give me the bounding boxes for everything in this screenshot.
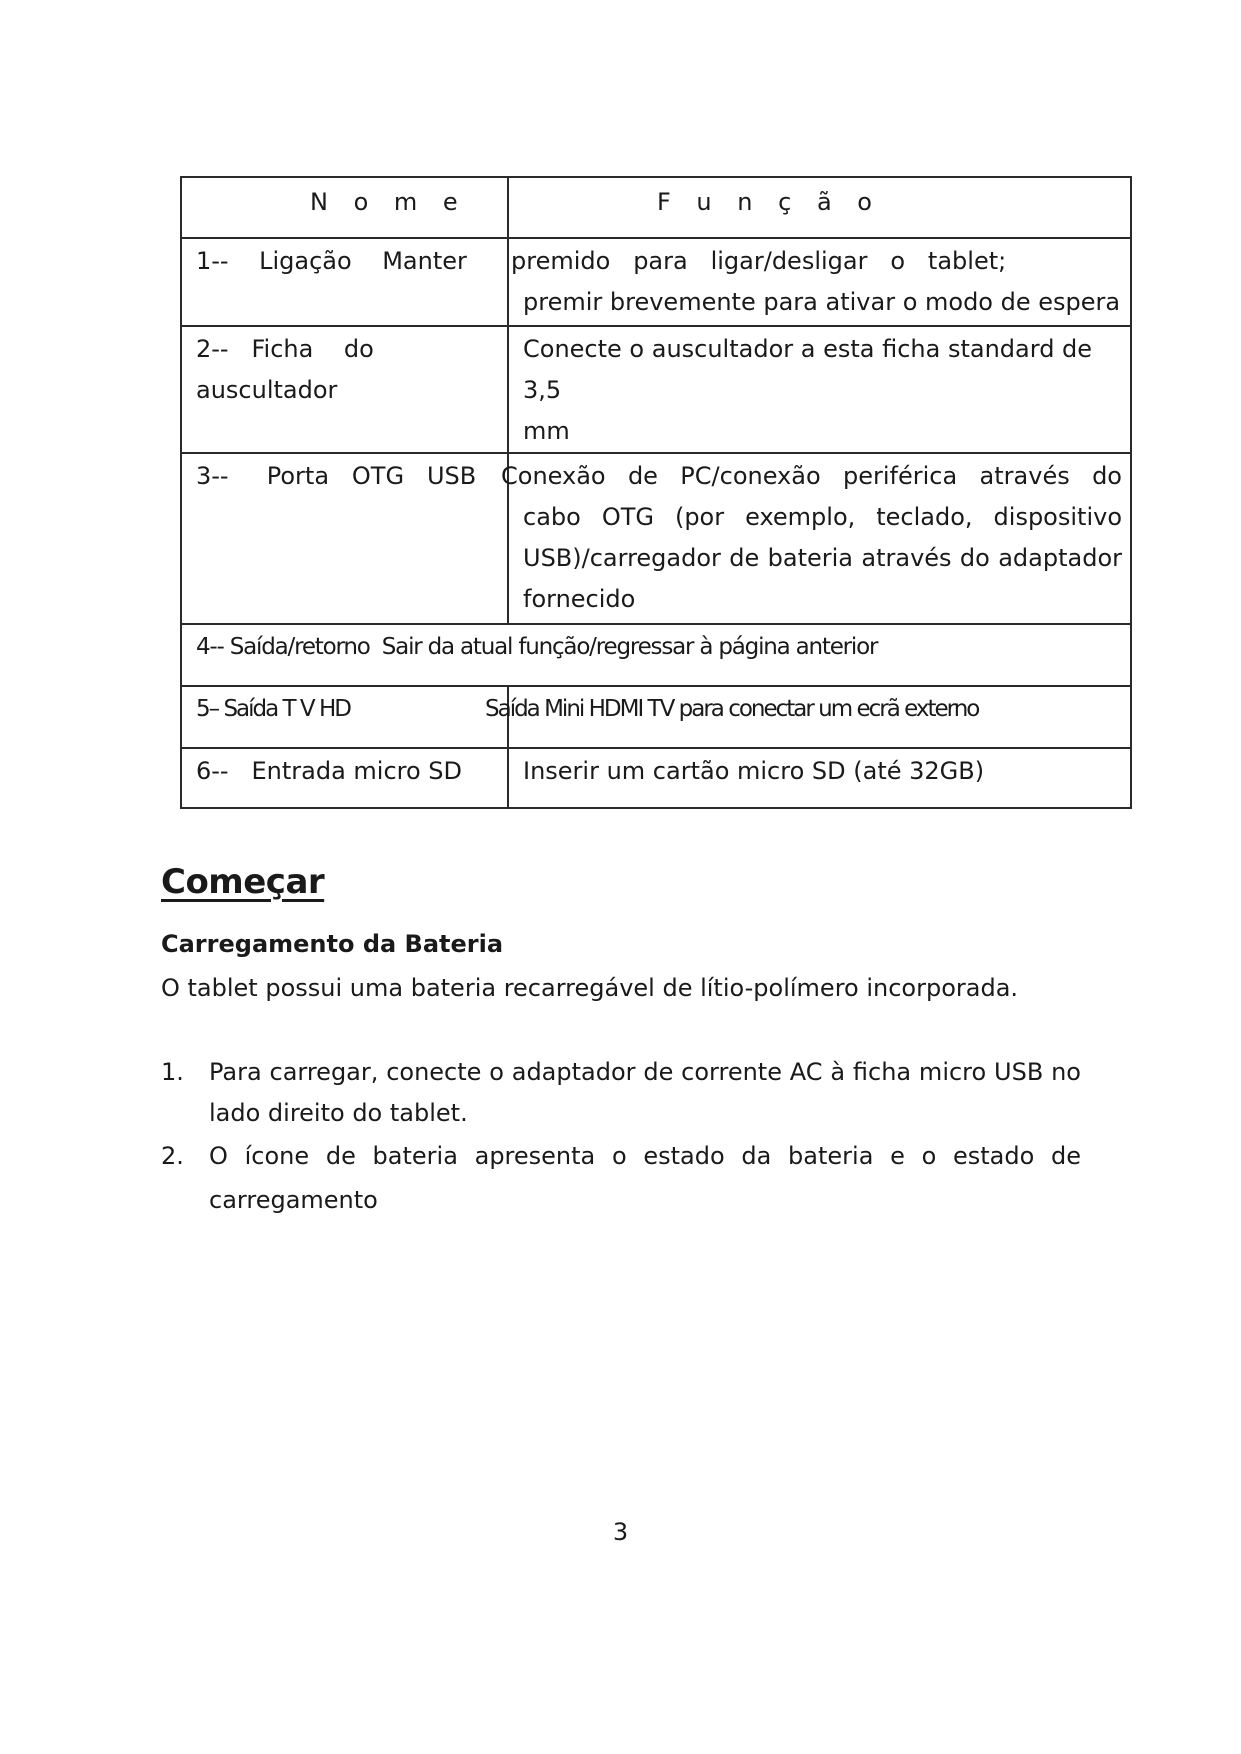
list-text: O ícone de bateria apresenta o estado da bateria e o estado de carregamento	[209, 1142, 1081, 1214]
list-item	[161, 1134, 1081, 1222]
table-row	[181, 326, 1131, 453]
row-name: 1-- Ligação Manter	[181, 238, 508, 326]
list-item	[161, 1052, 1081, 1134]
header-function: F u n ç ã o	[508, 177, 1131, 238]
table-header-row	[181, 177, 1131, 238]
table-row	[181, 686, 1131, 748]
row-name: 2-- Ficha do auscultador	[181, 326, 508, 453]
page-number: 3	[612, 1518, 629, 1546]
row-name: 5– Saída T V HD	[181, 686, 508, 748]
table-row	[181, 453, 1131, 624]
row-full: 4-- Saída/retorno Sair da atual função/regressar à página anterior	[181, 624, 1131, 686]
row-function: Saída Mini HDMI TV para conectar um ecrã externo	[485, 696, 979, 722]
list-number: 2.	[161, 1142, 184, 1170]
table-row	[181, 748, 1131, 808]
table-row	[181, 624, 1131, 686]
intro-paragraph: O tablet possui uma bateria recarregável de lítio-polímero incorporada.	[161, 974, 1019, 1002]
row-function: premido para ligar/desligar o tablet; premir brevemente para ativar o modo de espera	[508, 238, 1131, 326]
table-row	[181, 238, 1131, 326]
header-name: N o m e	[181, 177, 508, 238]
section-title: Começar	[161, 862, 325, 902]
row-function: Conexão de PC/conexão periférica através do cabo OTG (por exemplo, teclado, dispositivo USB)/carregador de bateria através do adaptador fornecido	[508, 453, 1131, 624]
subsection-title: Carregamento da Bateria	[161, 930, 504, 958]
row-name: 6-- Entrada micro SD	[181, 748, 508, 808]
steps-list	[161, 1052, 1081, 1222]
function-table	[180, 176, 1132, 809]
list-number: 1.	[161, 1058, 184, 1086]
row-function: Inserir um cartão micro SD (até 32GB)	[508, 748, 1131, 808]
row-name: 3-- Porta OTG USB	[181, 453, 508, 624]
list-text: Para carregar, conecte o adaptador de corrente AC à ficha micro USB no lado direito do tablet.	[209, 1058, 1081, 1127]
row-function: Conecte o auscultador a esta ficha standard de 3,5 mm	[508, 326, 1131, 453]
